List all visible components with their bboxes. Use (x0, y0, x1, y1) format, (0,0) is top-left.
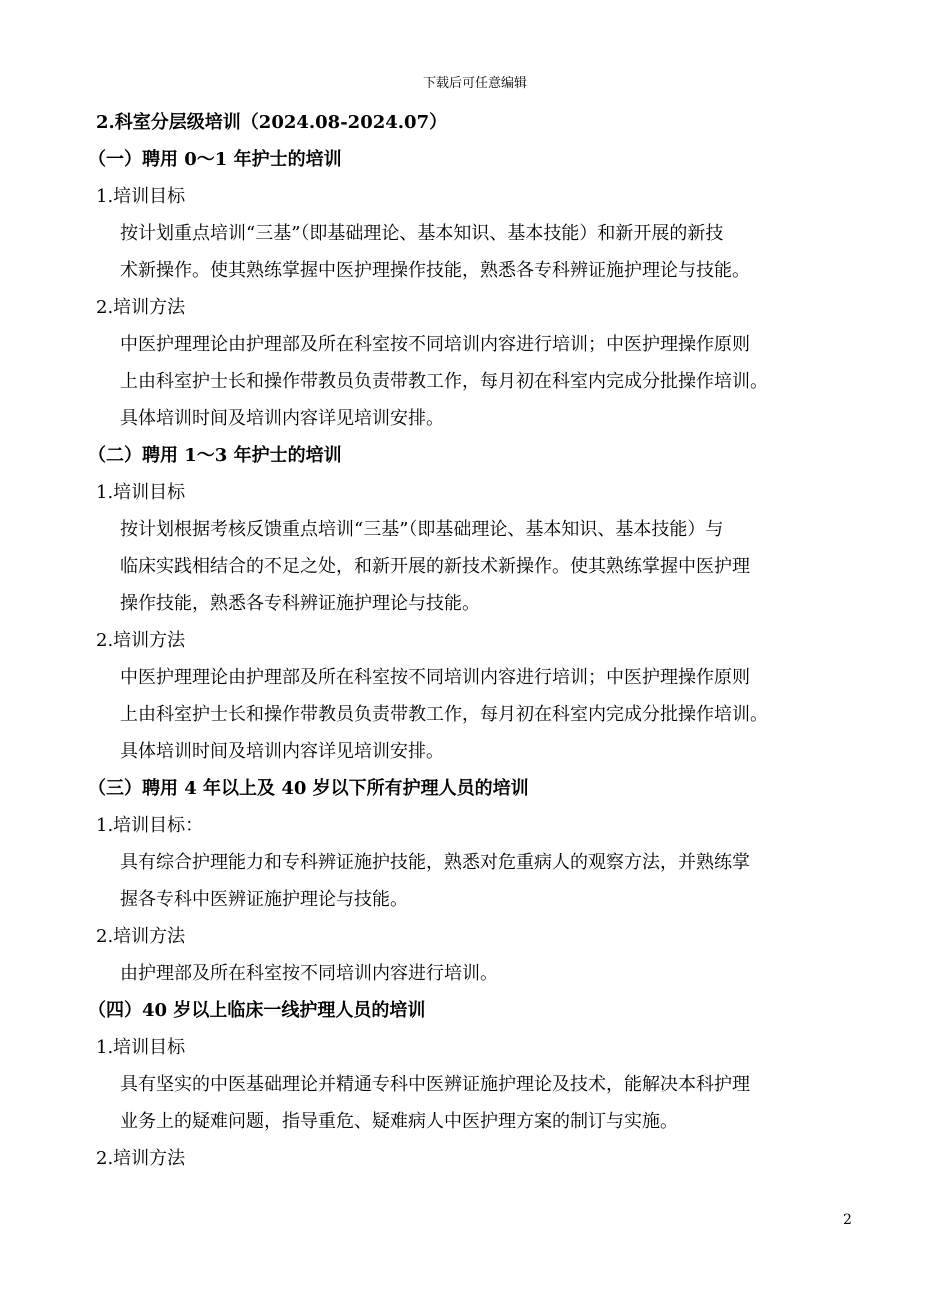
paragraph-line: 具有综合护理能力和专科辨证施护技能，熟悉对危重病人的观察方法，并熟练掌 (120, 852, 750, 873)
list-item-heading: 2.培训方法 (96, 297, 186, 318)
paragraph-line: 临床实践相结合的不足之处，和新开展的新技术新操作。使其熟练掌握中医护理 (120, 556, 750, 577)
paragraph-line: 上由科室护士长和操作带教员负责带教工作，每月初在科室内完成分批操作培训。 (120, 371, 768, 392)
document-body (88, 104, 876, 1177)
paragraph-line: 按计划根据考核反馈重点培训“三基”（即基础理论、基本知识、基本技能）与 (120, 519, 724, 540)
paragraph-line: 由护理部及所在科室按不同培训内容进行培训。 (120, 963, 498, 984)
list-item-heading: 2.培训方法 (96, 926, 186, 947)
paragraph-line: 具有坚实的中医基础理论并精通专科中医辨证施护理论及技术，能解决本科护理 (120, 1074, 750, 1095)
list-item-heading: 1.培训目标 (96, 1037, 186, 1058)
page-header: 下载后可任意编辑 (422, 76, 527, 91)
list-item-heading: 1.培训目标 (96, 482, 186, 503)
list-item-heading: 1.培训目标： (96, 815, 204, 836)
subsection-heading: （一）聘用 0～1 年护士的培训 (88, 149, 342, 170)
paragraph-line: 业务上的疑难问题，指导重危、疑难病人中医护理方案的制订与实施。 (120, 1111, 678, 1132)
paragraph-line: 握各专科中医辨证施护理论与技能。 (120, 889, 408, 910)
paragraph-line: 具体培训时间及培训内容详见培训安排。 (120, 741, 444, 762)
section-heading: 2.科室分层级培训（2024.08-2024.07） (96, 112, 448, 133)
subsection-heading: （三）聘用 4 年以上及 40 岁以下所有护理人员的培训 (88, 778, 529, 799)
paragraph-line: 中医护理理论由护理部及所在科室按不同培训内容进行培训；中医护理操作原则 (120, 334, 750, 355)
paragraph-line: 术新操作。使其熟练掌握中医护理操作技能，熟悉各专科辨证施护理论与技能。 (120, 260, 750, 281)
paragraph-line: 按计划重点培训“三基”（即基础理论、基本知识、基本技能）和新开展的新技 (120, 223, 724, 244)
paragraph-line: 中医护理理论由护理部及所在科室按不同培训内容进行培训；中医护理操作原则 (120, 667, 750, 688)
list-item-heading: 2.培训方法 (96, 1148, 186, 1169)
paragraph-line: 具体培训时间及培训内容详见培训安排。 (120, 408, 444, 429)
list-item-heading: 1.培训目标 (96, 186, 186, 207)
subsection-heading: （四）40 岁以上临床一线护理人员的培训 (88, 1000, 426, 1021)
paragraph-line: 操作技能，熟悉各专科辨证施护理论与技能。 (120, 593, 480, 614)
subsection-heading: （二）聘用 1～3 年护士的培训 (88, 445, 342, 466)
list-item-heading: 2.培训方法 (96, 630, 186, 651)
paragraph-line: 上由科室护士长和操作带教员负责带教工作，每月初在科室内完成分批操作培训。 (120, 704, 768, 725)
page-number: 2 (843, 1212, 852, 1228)
